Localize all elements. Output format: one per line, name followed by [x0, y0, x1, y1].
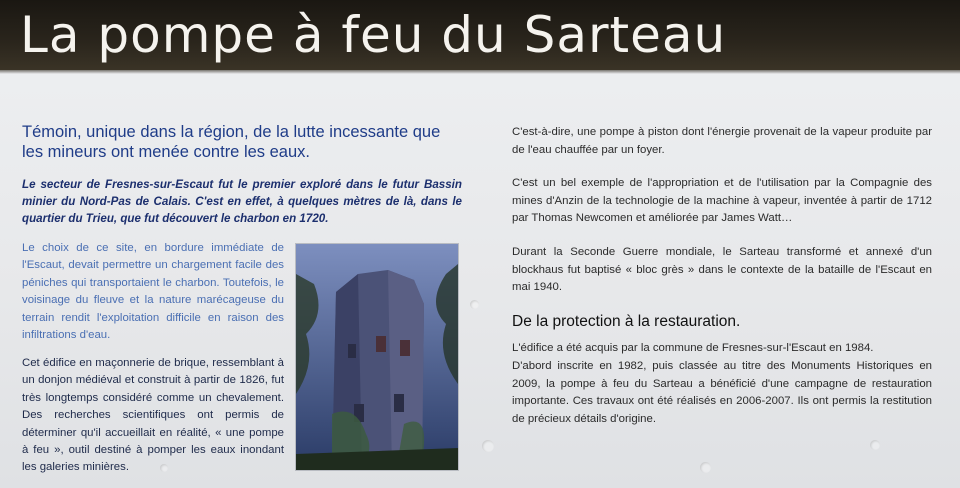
- rain-drop: [870, 440, 880, 450]
- left-column: [22, 122, 462, 239]
- tower-photo-icon: [296, 244, 458, 470]
- rain-drop: [482, 440, 494, 452]
- intro-text: Le secteur de Fresnes-sur-Escaut fut le premier exploré dans le futur Bassin minier du Nord-Pas de Calais. C'est en effet, à quelques mètres de là, dans le quartier du Trieu, que fut découvert le charbon en 1720.: [22, 178, 462, 225]
- title-banner: [0, 0, 960, 70]
- restoration-paragraph: D'abord inscrite en 1982, puis classée au titre des Monuments Historiques en 2009, la pompe à feu du Sarteau a bénéficié d'une campagne de restauration importante. Ces travaux ont été réalisés en 2006-2007. Ils ont permis la restitution de précieux détails d'origine.: [512, 359, 932, 425]
- right-column: [512, 124, 932, 428]
- site-choice-paragraph: Le choix de ce site, en bordure immédiate de l'Escaut, devait permettre un chargement facile des péniches qui transportaient le charbon. Toutefois, le voisinage du fleuve et la nature marécageuse du terrain rendit l'exploitation difficile en raison des infiltrations d'eau.: [22, 242, 284, 342]
- rain-drop: [700, 462, 711, 473]
- war-paragraph: Durant la Seconde Guerre mondiale, le Sarteau transformé et annexé d'un blockhaus fut baptisé « bloc grès » dans le contexte de la bataille de l'Escaut en mai 1940.: [512, 245, 932, 294]
- building-paragraph: Cet édifice en maçonnerie de brique, ressemblant à un donjon médiéval et construit à partir de 1826, fut très longtemps considéré comme un chevalement. Des recherches scientifiques ont permis de déterminer qu'il accueillait en réalité, « une pompe à feu », outil destiné à pomper les eaux inondant les galeries minières.: [22, 357, 284, 474]
- lead-text: Témoin, unique dans la région, de la lutte incessante que les mineurs ont menée contre les eaux.: [22, 123, 441, 161]
- tower-photo: [296, 244, 458, 470]
- restoration-heading: De la protection à la restauration.: [512, 312, 741, 330]
- piston-paragraph: C'est-à-dire, une pompe à piston dont l'énergie provenait de la vapeur produite par de l'eau chauffée par un foyer.: [512, 126, 932, 156]
- rain-drop: [160, 464, 168, 472]
- restoration-text: [512, 340, 932, 428]
- rain-drop: [470, 300, 479, 309]
- steam-engine-paragraph: C'est un bel exemple de l'appropriation et de l'utilisation par la Compagnie des mines d'Anzin de la technologie de la machine à vapeur, inventée à partir de 1712 par Thomas Newcomen et améliorée par James Watt…: [512, 177, 932, 225]
- panel-title: La pompe à feu du Sarteau: [20, 6, 727, 64]
- acquisition-line: L'édifice a été acquis par la commune de Fresnes-sur-l'Escaut en 1984.: [512, 342, 874, 355]
